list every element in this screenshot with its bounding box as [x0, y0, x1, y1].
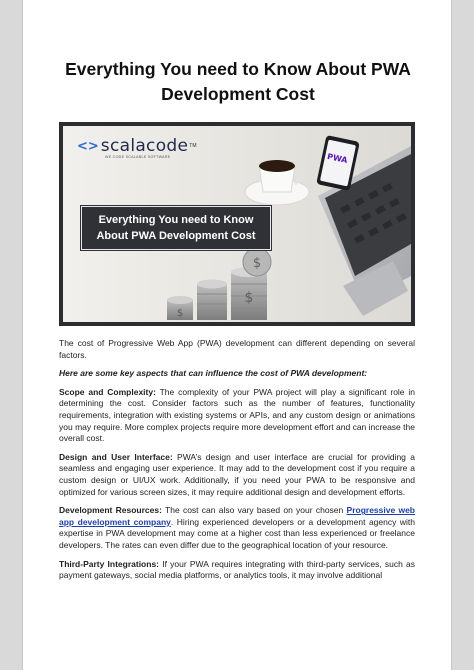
- document-body: [59, 338, 415, 589]
- resources-label: Development Resources:: [59, 505, 162, 516]
- hero-background: [63, 126, 411, 322]
- document-page: [22, 0, 452, 670]
- key-aspects-heading: Here are some key aspects that can influence the cost of PWA development:: [59, 368, 368, 379]
- svg-text:$: $: [244, 290, 254, 306]
- phone-pwa-logo: PWA: [326, 151, 349, 166]
- title-line-2: Development Cost: [161, 84, 315, 104]
- scope-text: The complexity of your PWA project will play a significant role in determining the cost. Consider factors such as the number of features, functionality requirements, integration with existing systems or APIs, and any custom design or animations you may require. More complex projects require more development effort and can increase the overall cost.: [59, 386, 415, 444]
- scope-label: Scope and Complexity:: [59, 386, 156, 397]
- hero-banner: [81, 206, 271, 250]
- design-paragraph: [59, 452, 415, 498]
- design-text: PWA’s design and user interface are crucial for providing a seamless and engaging user experience. It may add to the development cost if you require a custom design or UI/UX work. Additionally, if you need your PWA to be responsive and optimized for various screen sizes, it may require additional design and development efforts.: [59, 451, 415, 497]
- brand-tagline: WE CODE SCALABLE SOFTWARE: [105, 155, 171, 159]
- code-brackets-icon: <>: [77, 138, 99, 154]
- banner-line-2: About PWA Development Cost: [96, 230, 256, 242]
- title-line-1: Everything You need to Know About PWA: [65, 59, 411, 79]
- svg-text:$: $: [176, 308, 184, 319]
- document-title: [23, 57, 453, 107]
- resources-text-b: . Hiring experienced developers or a development agency with expertise in PWA development may come at a higher cost than less experienced or freelance developers. The rates can even differ due to the geographical location of your resource.: [59, 516, 415, 550]
- hero-image: [59, 122, 415, 326]
- thirdparty-paragraph: [59, 559, 415, 582]
- thirdparty-label: Third-Party Integrations:: [59, 558, 160, 569]
- design-label: Design and User Interface:: [59, 451, 173, 462]
- intro-paragraph: The cost of Progressive Web App (PWA) development can different depending on several factors.: [59, 338, 415, 360]
- thirdparty-text: If your PWA requires integrating with third-party services, such as payment gateways, social media platforms, or analytics tools, it may involve additional: [59, 558, 415, 581]
- pwa-company-link[interactable]: Progressive web app development company: [59, 505, 415, 527]
- brand-name: scalacode: [100, 136, 189, 156]
- banner-line-1: Everything You need to Know: [98, 214, 254, 226]
- trademark: TM: [189, 143, 197, 149]
- resources-paragraph: [59, 505, 415, 551]
- svg-text:$: $: [252, 256, 262, 271]
- brand-logo: [77, 136, 197, 159]
- scope-paragraph: [59, 387, 415, 445]
- resources-text-a: The cost can also vary based on your chosen: [161, 505, 347, 516]
